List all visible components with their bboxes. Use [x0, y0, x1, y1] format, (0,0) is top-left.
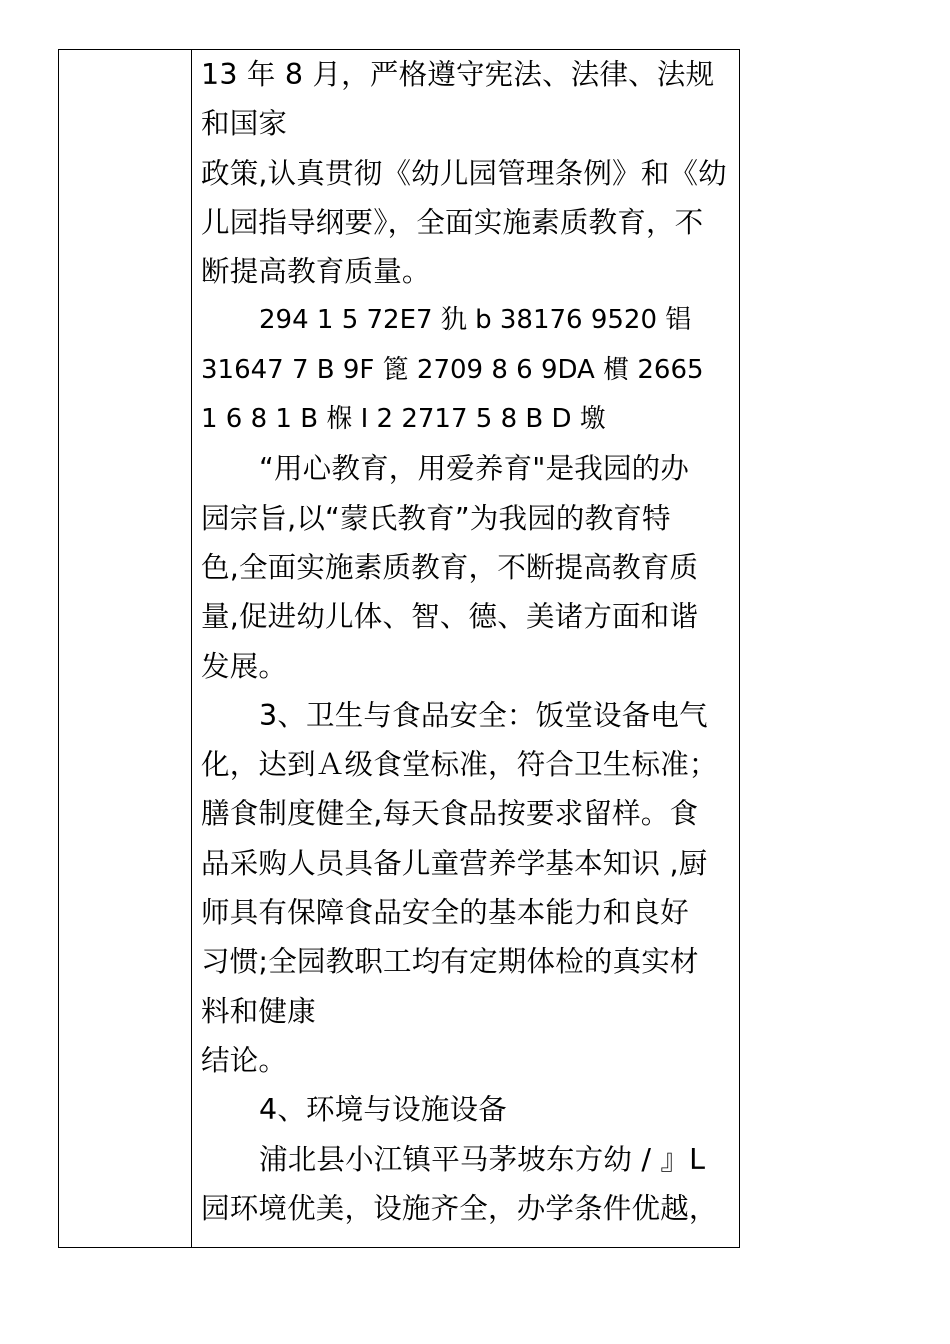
text-line: 园环境优美，设施齐全，办学条件优越，: [201, 1191, 718, 1225]
text-line: 园宗旨,以“蒙氏教育”为我园的教育特: [201, 501, 671, 535]
text-line: 膳食制度健全,每天食品按要求留样。食: [201, 797, 699, 831]
text-line: 料和健康: [201, 994, 316, 1028]
document-table: [58, 49, 740, 1248]
text-line: 13 年 8 月，严格遵守宪法、法律、法规: [201, 58, 715, 91]
text-line: 色,全面实施素质教育，不断提高教育质: [201, 550, 699, 584]
text-line: 发展。: [201, 649, 288, 683]
text-line: 政策,认真贯彻《幼儿园管理条例》和《幼: [201, 156, 727, 190]
text-line: 31647 7 B 9F 篦 2709 8 6 9DA 樌 2665: [201, 354, 704, 385]
text-line: 量,促进幼儿体、智、德、美诸方面和谐: [201, 600, 699, 634]
text-line: 儿园指导纲要》，全面实施素质教育，不: [201, 205, 704, 239]
text-line: 和国家: [201, 107, 288, 141]
text-line: 294 1 5 72E7 犰 b 38176 9520 锠: [259, 305, 692, 336]
text-line: 化，达到Ａ级食堂标准，符合卫生标准；: [201, 748, 718, 782]
text-line: 1 6 8 1 B 椺 I 2 2717 5 8 B D 墽: [201, 404, 606, 435]
text-line: 断提高教育质量。: [201, 255, 431, 289]
text-line: 品采购人员具备儿童营养学基本知识 ,厨: [201, 846, 708, 880]
text-line: 浦北县小江镇平马茅坡东方幼 / 』L: [259, 1142, 706, 1176]
text-line: 4、环境与设施设备: [259, 1093, 507, 1127]
table-left-cell: [59, 50, 192, 1247]
text-line: 结论。: [201, 1043, 288, 1077]
text-line: 师具有保障食品安全的基本能力和良好: [201, 896, 689, 930]
text-line: 3、卫生与食品安全：饭堂设备电气: [259, 698, 708, 732]
text-line: 习惯;全园教职工均有定期体检的真实材: [201, 945, 699, 979]
table-content-cell: [201, 50, 736, 1233]
text-line: “用心教育，用爱养育"是我园的办: [259, 452, 690, 486]
